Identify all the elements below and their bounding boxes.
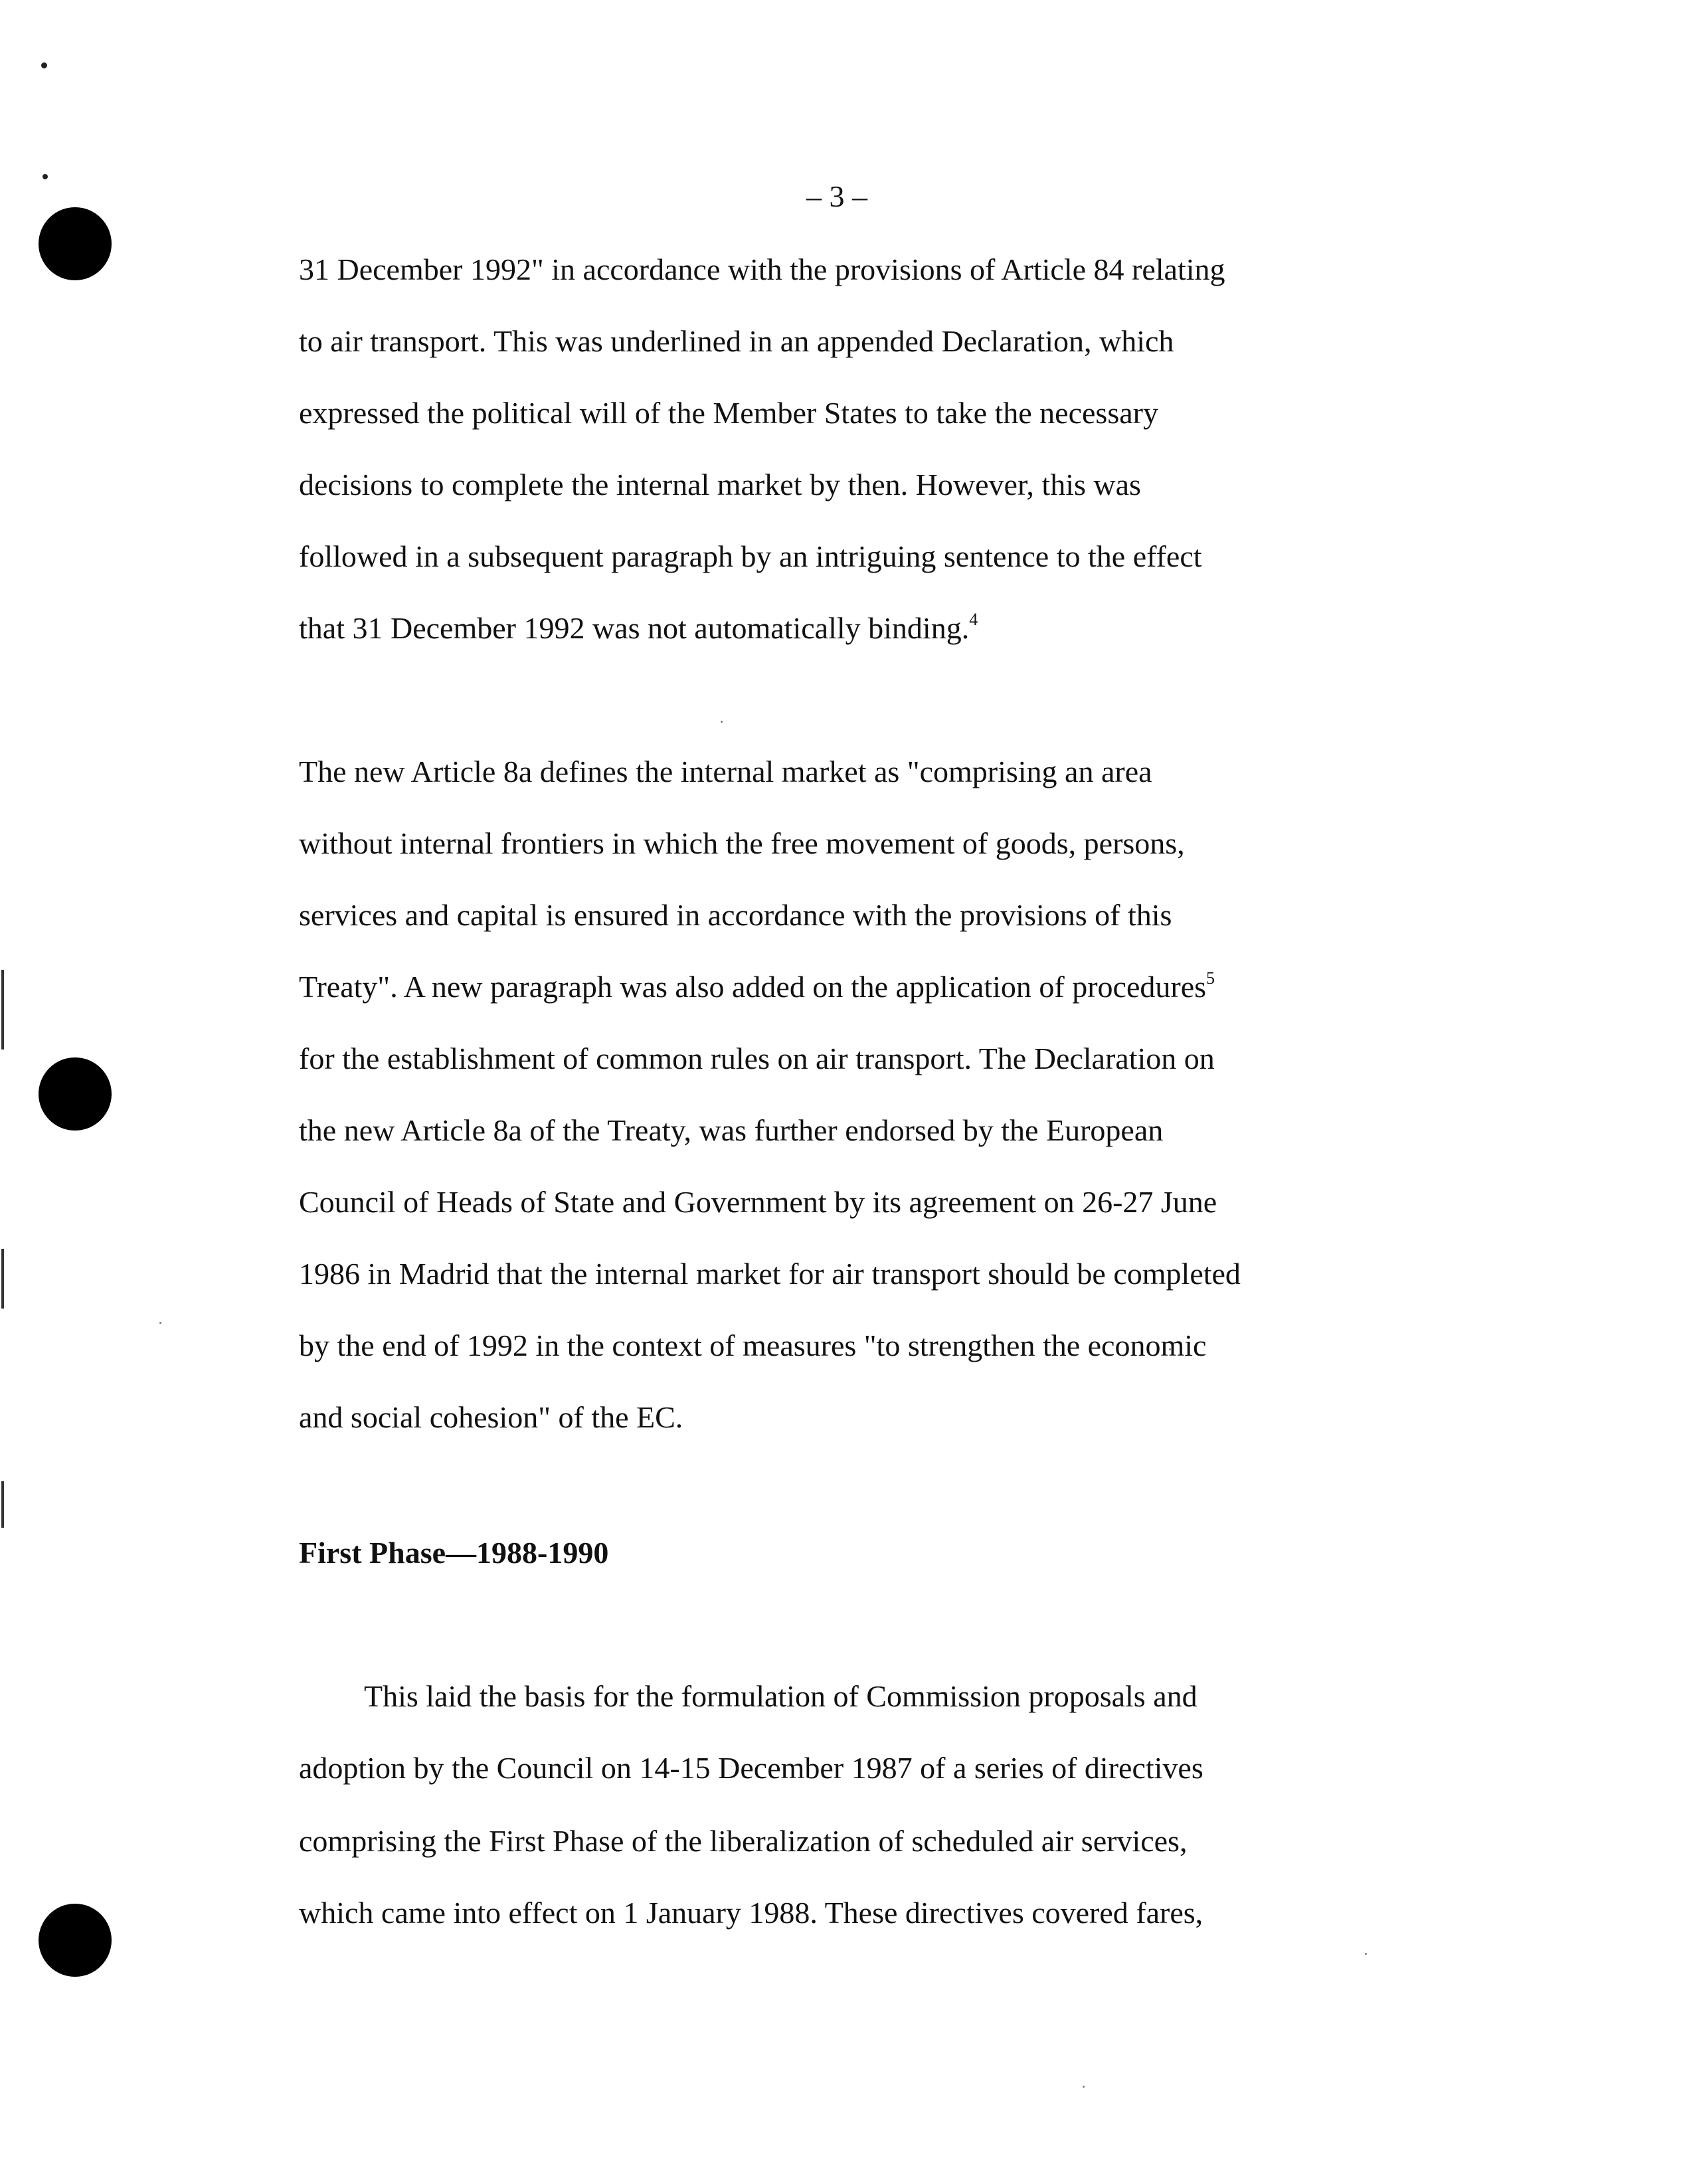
section-heading: First Phase—1988-1990: [299, 1536, 609, 1570]
page-number: – 3 –: [806, 179, 867, 213]
line-text: Treaty". A new paragraph was also added on the application of procedures: [299, 970, 1207, 1004]
paragraph-line: which came into effect on 1 January 1988. These directives covered fares,: [299, 1896, 1203, 1930]
scan-dust: [1365, 1953, 1367, 1955]
paragraph-line: comprising the First Phase of the liberalization of scheduled air services,: [299, 1824, 1188, 1858]
line-text: that 31 December 1992 was not automatically binding.: [299, 611, 970, 645]
scan-speck: [43, 174, 48, 179]
footnote-marker-4: 4: [969, 609, 978, 629]
punch-hole-bottom: [39, 1904, 112, 1977]
scan-dust: [1083, 2086, 1085, 2088]
paragraph-line: 1986 in Madrid that the internal market for air transport should be completed: [299, 1257, 1241, 1291]
paragraph-line: decisions to complete the internal market by then. However, this was: [299, 468, 1141, 501]
scan-dust: [159, 1322, 161, 1324]
scan-dust: [721, 721, 723, 723]
paragraph-line: to air transport. This was underlined in an appended Declaration, which: [299, 324, 1174, 358]
scan-speck: [41, 62, 47, 68]
footnote-marker-5: 5: [1206, 968, 1215, 988]
paragraph-line: This laid the basis for the formulation of Commission proposals and: [364, 1679, 1198, 1713]
scan-edge-line: [1, 970, 4, 1049]
punch-hole-middle: [39, 1057, 112, 1131]
paragraph-line: Council of Heads of State and Government by its agreement on 26-27 June: [299, 1185, 1217, 1219]
paragraph-line: [299, 968, 1215, 1006]
punch-hole-top: [39, 207, 112, 280]
paragraph-line: followed in a subsequent paragraph by an intriguing sentence to the effect: [299, 539, 1202, 573]
paragraph-line: by the end of 1992 in the context of measures "to strengthen the economic: [299, 1328, 1207, 1362]
paragraph-line: the new Article 8a of the Treaty, was further endorsed by the European: [299, 1113, 1164, 1147]
paragraph-line: [299, 610, 978, 647]
paragraph-line: and social cohesion" of the EC.: [299, 1400, 683, 1434]
scan-edge-line: [1, 1249, 4, 1309]
paragraph-line: 31 December 1992" in accordance with the provisions of Article 84 relating: [299, 252, 1225, 286]
paragraph-line: services and capital is ensured in accordance with the provisions of this: [299, 898, 1172, 932]
paragraph-line: The new Article 8a defines the internal market as "comprising an area: [299, 755, 1152, 788]
scan-edge-line: [1, 1481, 4, 1528]
paragraph-line: adoption by the Council on 14-15 December 1987 of a series of directives: [299, 1751, 1203, 1785]
paragraph-line: expressed the political will of the Member States to take the necessary: [299, 396, 1158, 430]
paragraph-line: for the establishment of common rules on air transport. The Declaration on: [299, 1042, 1215, 1075]
paragraph-line: without internal frontiers in which the free movement of goods, persons,: [299, 826, 1185, 860]
